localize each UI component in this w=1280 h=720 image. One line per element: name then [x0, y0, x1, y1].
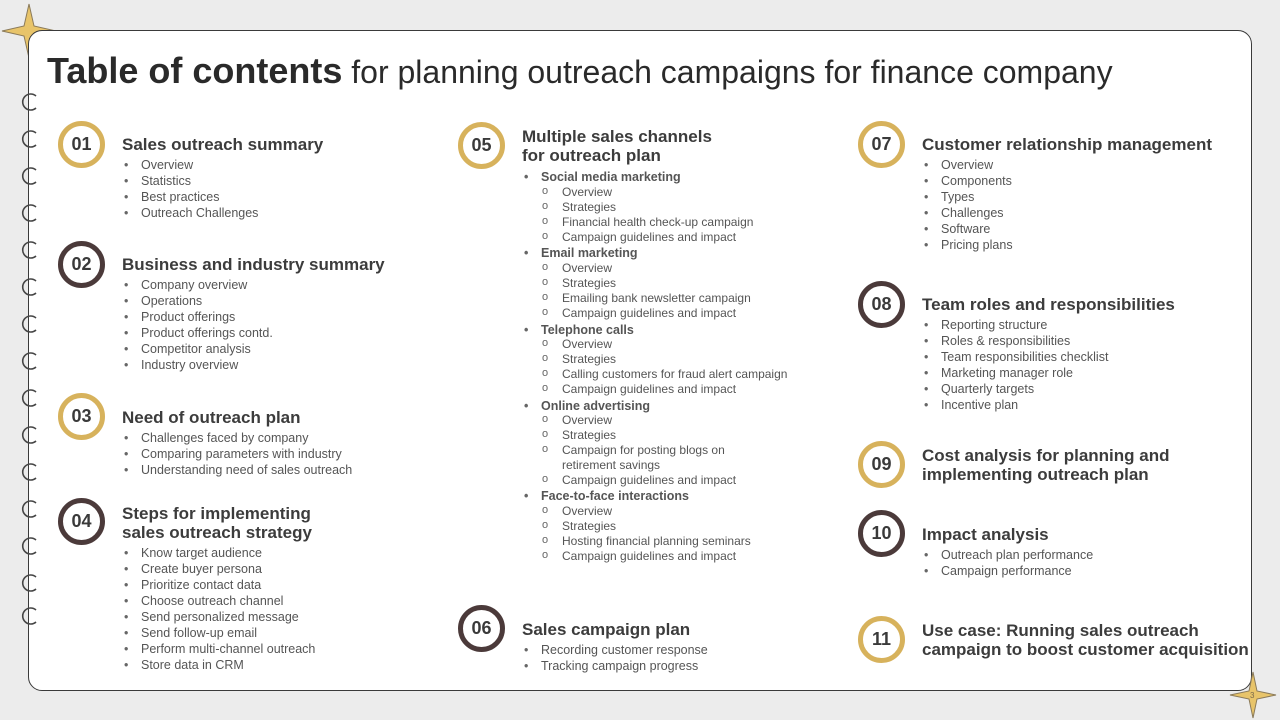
- section-title-line: for outreach plan: [522, 146, 661, 165]
- list-item[interactable]: • Send personalized message: [122, 609, 315, 625]
- list-item[interactable]: o Calling customers for fraud alert campaign: [541, 367, 787, 382]
- section-number-08: 08: [858, 281, 905, 328]
- list-item[interactable]: • Create buyer persona: [122, 561, 315, 577]
- list-item[interactable]: o Emailing bank newsletter campaign: [541, 291, 751, 306]
- list-item[interactable]: • Operations: [122, 293, 273, 309]
- list-item[interactable]: o Campaign guidelines and impact: [541, 230, 753, 245]
- list-item[interactable]: • Product offerings: [122, 309, 273, 325]
- section-title-01[interactable]: Sales outreach summary: [122, 135, 324, 154]
- section-number-02: 02: [58, 241, 105, 288]
- channel-heading[interactable]: • Social media marketing: [522, 169, 681, 185]
- spiral-ring-icon: [16, 426, 38, 444]
- list-item[interactable]: o Campaign guidelines and impact: [541, 382, 787, 397]
- section-title-line: campaign to boost customer acquisition: [922, 640, 1249, 659]
- list-item[interactable]: o Campaign guidelines and impact: [541, 473, 736, 488]
- section-title-line: Cost analysis for planning and: [922, 446, 1170, 465]
- channel-heading[interactable]: • Email marketing: [522, 245, 638, 261]
- section-list-01: [122, 157, 258, 221]
- list-item[interactable]: • Team responsibilities checklist: [922, 349, 1108, 365]
- list-item[interactable]: • Quarterly targets: [922, 381, 1108, 397]
- spiral-ring-icon: [16, 607, 38, 625]
- spiral-ring-icon: [16, 315, 38, 333]
- section-title-04[interactable]: [122, 504, 312, 542]
- channel-heading[interactable]: • Telephone calls: [522, 322, 634, 338]
- list-item[interactable]: o Overview: [541, 504, 751, 519]
- section-title-05[interactable]: [522, 127, 712, 165]
- list-item[interactable]: • Types: [922, 189, 1013, 205]
- list-item[interactable]: • Components: [922, 173, 1013, 189]
- section-title-line: implementing outreach plan: [922, 465, 1149, 484]
- spiral-ring-icon: [16, 352, 38, 370]
- spiral-ring-icon: [16, 130, 38, 148]
- channel-heading[interactable]: • Face-to-face interactions: [522, 488, 689, 504]
- channel-sublist: [541, 337, 787, 397]
- list-item[interactable]: • Product offerings contd.: [122, 325, 273, 341]
- spiral-ring-icon: [16, 204, 38, 222]
- list-item[interactable]: o Overview: [541, 185, 753, 200]
- spiral-ring-icon: [16, 574, 38, 592]
- section-title-line: sales outreach strategy: [122, 523, 312, 542]
- channel-sublist: [541, 504, 751, 564]
- page-number: 3: [1250, 691, 1255, 700]
- list-item[interactable]: • Campaign performance: [922, 563, 1093, 579]
- spiral-ring-icon: [16, 241, 38, 259]
- list-item[interactable]: • Outreach plan performance: [922, 547, 1093, 563]
- list-item[interactable]: • Overview: [122, 157, 258, 173]
- section-number-03: 03: [58, 393, 105, 440]
- star-ornament-icon: [1228, 670, 1278, 720]
- section-list-06: [522, 642, 708, 674]
- channel-sublist: [541, 185, 753, 245]
- section-title-line: Steps for implementing: [122, 504, 311, 523]
- list-item[interactable]: • Pricing plans: [922, 237, 1013, 253]
- spiral-ring-icon: [16, 389, 38, 407]
- section-title-06[interactable]: Sales campaign plan: [522, 620, 691, 639]
- section-title-line: Multiple sales channels: [522, 127, 712, 146]
- list-item[interactable]: • Best practices: [122, 189, 258, 205]
- section-list-03: [122, 430, 352, 478]
- list-item[interactable]: o Overview: [541, 413, 736, 428]
- list-item[interactable]: • Statistics: [122, 173, 258, 189]
- section-list-07: [922, 157, 1013, 253]
- list-item[interactable]: • Challenges: [922, 205, 1013, 221]
- list-item[interactable]: • Comparing parameters with industry: [122, 446, 352, 462]
- section-number-09: 09: [858, 441, 905, 488]
- list-item[interactable]: o Financial health check-up campaign: [541, 215, 753, 230]
- list-item[interactable]: • Industry overview: [122, 357, 273, 373]
- list-item[interactable]: • Perform multi-channel outreach: [122, 641, 315, 657]
- list-item[interactable]: • Software: [922, 221, 1013, 237]
- section-list-04: [122, 545, 315, 673]
- section-number-01: 01: [58, 121, 105, 168]
- list-item[interactable]: o Strategies: [541, 352, 787, 367]
- list-item[interactable]: o Strategies: [541, 519, 751, 534]
- list-item[interactable]: • Understanding need of sales outreach: [122, 462, 352, 478]
- list-item[interactable]: o Campaign for posting blogs on: [541, 443, 736, 458]
- list-item[interactable]: o Strategies: [541, 276, 751, 291]
- section-list-02: [122, 277, 273, 373]
- list-item[interactable]: • Roles & responsibilities: [922, 333, 1108, 349]
- section-title-line: Use case: Running sales outreach: [922, 621, 1199, 640]
- list-item[interactable]: • Reporting structure: [922, 317, 1108, 333]
- list-item[interactable]: • Prioritize contact data: [122, 577, 315, 593]
- spiral-ring-icon: [16, 500, 38, 518]
- section-title-08[interactable]: Team roles and responsibilities: [922, 295, 1175, 314]
- page-title-rest: for planning outreach campaigns for finance company: [342, 54, 1113, 90]
- list-item[interactable]: • Know target audience: [122, 545, 315, 561]
- section-number-07: 07: [858, 121, 905, 168]
- list-item[interactable]: o Overview: [541, 337, 787, 352]
- channel-sublist: [541, 261, 751, 321]
- list-item[interactable]: • Tracking campaign progress: [522, 658, 708, 674]
- spiral-ring-icon: [16, 167, 38, 185]
- section-list-08: [922, 317, 1108, 413]
- section-title-09[interactable]: [922, 446, 1169, 484]
- section-title-11[interactable]: [922, 621, 1249, 659]
- list-item[interactable]: o Hosting financial planning seminars: [541, 534, 751, 549]
- list-item[interactable]: • Marketing manager role: [922, 365, 1108, 381]
- section-title-03[interactable]: Need of outreach plan: [122, 408, 301, 427]
- list-item[interactable]: • Recording customer response: [522, 642, 708, 658]
- channel-sublist: [541, 413, 736, 488]
- list-item[interactable]: • Company overview: [122, 277, 273, 293]
- section-title-10[interactable]: Impact analysis: [922, 525, 1049, 544]
- section-number-11: 11: [858, 616, 905, 663]
- list-item[interactable]: • Choose outreach channel: [122, 593, 315, 609]
- list-item[interactable]: • Store data in CRM: [122, 657, 315, 673]
- list-item[interactable]: o Campaign guidelines and impact: [541, 549, 751, 564]
- list-item[interactable]: • Challenges faced by company: [122, 430, 352, 446]
- section-number-10: 10: [858, 510, 905, 557]
- list-item[interactable]: • Competitor analysis: [122, 341, 273, 357]
- list-item[interactable]: o Strategies: [541, 428, 736, 443]
- section-number-06: 06: [458, 605, 505, 652]
- section-title-07[interactable]: Customer relationship management: [922, 135, 1213, 154]
- section-number-04: 04: [58, 498, 105, 545]
- list-item-continued[interactable]: retirement savings: [562, 458, 661, 472]
- spiral-ring-icon: [16, 463, 38, 481]
- spiral-ring-icon: [16, 278, 38, 296]
- list-item[interactable]: • Send follow-up email: [122, 625, 315, 641]
- list-item[interactable]: • Outreach Challenges: [122, 205, 258, 221]
- section-number-05: 05: [458, 122, 505, 169]
- section-list-10: [922, 547, 1093, 579]
- list-item[interactable]: • Overview: [922, 157, 1013, 173]
- page-title-bold: Table of contents: [47, 50, 343, 91]
- spiral-ring-icon: [16, 537, 38, 555]
- spiral-ring-icon: [16, 93, 38, 111]
- list-item[interactable]: o Strategies: [541, 200, 753, 215]
- channel-heading[interactable]: • Online advertising: [522, 398, 650, 414]
- list-item[interactable]: • Incentive plan: [922, 397, 1108, 413]
- page-title: [47, 50, 1113, 92]
- list-item[interactable]: o Campaign guidelines and impact: [541, 306, 751, 321]
- section-title-02[interactable]: Business and industry summary: [122, 255, 385, 274]
- list-item[interactable]: o Overview: [541, 261, 751, 276]
